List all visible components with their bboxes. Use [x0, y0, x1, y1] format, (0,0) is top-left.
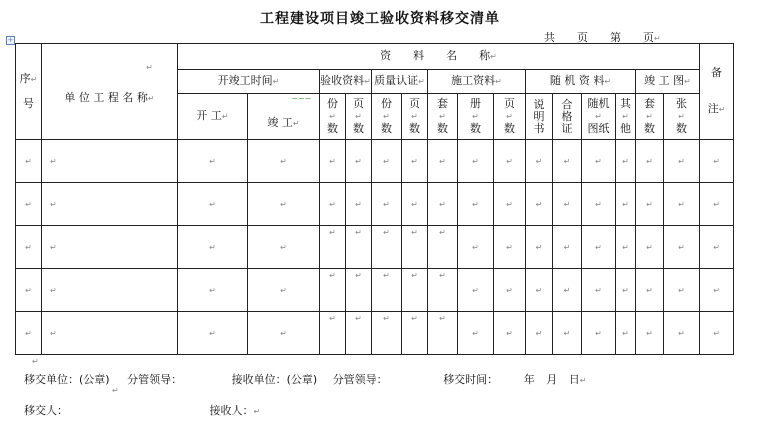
sub-acceptance-pages: 页 ↵ 数 — [346, 94, 372, 140]
handover-leader-label: 分管领导： — [127, 373, 183, 386]
receive-leader-label: 分管领导： — [332, 373, 388, 386]
table-cell[interactable]: ↵ — [320, 312, 346, 355]
table-row — [16, 269, 734, 312]
table-cell[interactable]: ↵ — [526, 269, 553, 312]
group-acceptance: 验收资料↵ — [320, 70, 372, 94]
group-start-end-time: 开竣工时间↵ — [178, 70, 320, 94]
table-cell[interactable]: ↵ — [248, 226, 320, 269]
table-cell[interactable]: ↵ — [553, 140, 582, 183]
paragraph-mark: ↵ — [654, 34, 661, 43]
table-cell[interactable]: ↵ — [16, 140, 42, 183]
table-cell[interactable]: ↵ — [178, 312, 248, 355]
footer-line-2: 移交人： 接收人：↵ — [24, 404, 261, 417]
table-cell[interactable]: ↵ — [494, 269, 526, 312]
table-cell[interactable]: ↵ — [664, 140, 700, 183]
table-cell[interactable]: ↵ — [42, 312, 178, 355]
table-cell[interactable]: ↵ — [553, 183, 582, 226]
table-cell[interactable]: ↵ — [700, 183, 734, 226]
table-cell[interactable]: ↵ — [582, 269, 616, 312]
table-cell[interactable]: ↵ — [553, 269, 582, 312]
table-cell[interactable]: ↵ — [372, 226, 402, 269]
table-cell[interactable]: ↵ — [616, 140, 636, 183]
table-cell[interactable]: ↵ — [402, 226, 428, 269]
table-cell[interactable]: ↵ — [42, 140, 178, 183]
sub-construction-pages: 页 ↵ 数 — [494, 94, 526, 140]
page-unit-1: 页 — [577, 31, 588, 44]
footer-para-mark: ↵ — [112, 386, 119, 395]
table-cell[interactable]: ↵ — [494, 226, 526, 269]
sub-manual: 说 明 书 — [526, 94, 553, 140]
table-cell[interactable]: ↵ — [178, 183, 248, 226]
table-cell[interactable]: ↵ — [582, 183, 616, 226]
table-cell[interactable]: ↵ — [664, 269, 700, 312]
table-cell[interactable]: ↵ — [458, 269, 494, 312]
table-cell[interactable]: ↵ — [458, 226, 494, 269]
footer-line-1: 移交单位：(公章) 分管领导： 接收单位：(公章) 分管领导： 移交时间： 年 月 日↵ — [24, 373, 587, 386]
handover-table — [15, 43, 734, 355]
table-cell[interactable]: ↵ — [582, 140, 616, 183]
table-cell[interactable]: ↵ — [664, 226, 700, 269]
table-cell[interactable]: ↵ — [616, 226, 636, 269]
handover-unit-label: 移交单位：(公章) — [24, 373, 110, 386]
table-cell[interactable]: ↵ — [346, 312, 372, 355]
table-cell[interactable]: ↵ — [494, 140, 526, 183]
sub-asbuilt-sheets: 张 ↵ 数 — [664, 94, 700, 140]
sub-start-work: 开 工↵ — [178, 94, 248, 140]
sub-certificate: 合 格 证 — [553, 94, 582, 140]
table-cell[interactable]: ↵ — [526, 140, 553, 183]
sub-quality-copies: 份 ↵ 数 — [372, 94, 402, 140]
table-cell[interactable]: ↵ — [526, 226, 553, 269]
page-total-label: 共 — [544, 31, 555, 44]
table-cell[interactable]: ↵ — [616, 183, 636, 226]
handover-person-label: 移交人： — [24, 404, 68, 417]
table-cell[interactable]: ↵ — [458, 183, 494, 226]
table-cell[interactable]: ↵ — [372, 312, 402, 355]
table-cell[interactable]: ↵ — [636, 183, 664, 226]
group-random: 随 机 资 料↵ — [526, 70, 636, 94]
table-cell[interactable]: ↵ — [346, 140, 372, 183]
table-cell[interactable]: ↵ — [428, 183, 458, 226]
sub-quality-pages: 页 ↵ 数 — [402, 94, 428, 140]
table-cell[interactable]: ↵ — [636, 269, 664, 312]
sub-asbuilt-sets: 套 ↵ 数 — [636, 94, 664, 140]
month-label: 月 — [546, 373, 558, 386]
table-cell[interactable]: ↵ — [16, 226, 42, 269]
table-cell[interactable]: ↵ — [42, 183, 178, 226]
table-cell[interactable]: ↵ — [320, 269, 346, 312]
group-as-built: 竣 工 图↵ — [636, 70, 700, 94]
table-cell[interactable]: ↵ — [402, 269, 428, 312]
table-cell[interactable]: ↵ — [402, 183, 428, 226]
sub-other: 其 ↵ 他 — [616, 94, 636, 140]
table-cell[interactable]: ↵ — [320, 226, 346, 269]
table-cell[interactable]: ↵ — [346, 226, 372, 269]
table-cell[interactable]: ↵ — [16, 269, 42, 312]
table-cell[interactable]: ↵ — [636, 312, 664, 355]
sub-construction-sets: 套 ↵ 数 — [428, 94, 458, 140]
table-cell[interactable]: ↵ — [402, 312, 428, 355]
table-move-handle-icon[interactable]: + — [7, 36, 14, 44]
table-cell[interactable]: ↵ — [700, 226, 734, 269]
seq-header: 序↵ 号 — [16, 44, 42, 140]
group-construction: 施工资料↵ — [428, 70, 526, 94]
table-cell[interactable]: ↵ — [42, 269, 178, 312]
table-cell[interactable]: ↵ — [346, 269, 372, 312]
table-cell[interactable]: ↵ — [553, 312, 582, 355]
table-cell[interactable]: ↵ — [372, 183, 402, 226]
sub-acceptance-copies: 份 ↵ 数 — [320, 94, 346, 140]
table-cell[interactable]: ↵ — [616, 269, 636, 312]
remark-header: 备 注↵ — [700, 44, 734, 140]
table-cell[interactable]: ↵ — [428, 312, 458, 355]
receive-unit-label: 接收单位：(公章) — [231, 373, 318, 386]
table-cell[interactable]: ↵ — [526, 183, 553, 226]
table-cell[interactable]: ↵ — [248, 269, 320, 312]
table-cell[interactable]: ↵ — [700, 269, 734, 312]
table-cell[interactable]: ↵ — [178, 140, 248, 183]
table-cell[interactable]: ↵ — [700, 140, 734, 183]
table-cell[interactable]: ↵ — [553, 226, 582, 269]
table-end-mark: ↵ — [32, 357, 39, 366]
table-cell[interactable]: ↵ — [526, 312, 553, 355]
table-cell[interactable]: ↵ — [582, 312, 616, 355]
unit-name-header: ↵ 单 位 工 程 名 称↵ — [42, 44, 178, 140]
table-cell[interactable]: ↵ — [248, 312, 320, 355]
table-cell[interactable]: ↵ — [582, 226, 616, 269]
table-cell[interactable]: ↵ — [372, 140, 402, 183]
handover-time-label: 移交时间： — [443, 373, 499, 386]
table-cell[interactable]: ↵ — [248, 183, 320, 226]
table-cell[interactable]: ↵ — [248, 140, 320, 183]
table-cell[interactable]: ↵ — [16, 312, 42, 355]
table-cell[interactable]: ↵ — [42, 226, 178, 269]
receiver-label: 接收人： — [209, 404, 254, 417]
table-cell[interactable]: ↵ — [178, 226, 248, 269]
table-cell[interactable]: ↵ — [16, 183, 42, 226]
table-cell[interactable]: ↵ — [402, 140, 428, 183]
year-label: 年 — [523, 373, 535, 386]
table-cell[interactable]: ↵ — [458, 140, 494, 183]
sub-random-drawings: 随机 ↵ 图纸 — [582, 94, 616, 140]
table-cell[interactable]: ↵ — [428, 226, 458, 269]
table-cell[interactable]: ↵ — [494, 183, 526, 226]
day-label: 日 — [568, 373, 580, 386]
table-cell[interactable]: ↵ — [616, 312, 636, 355]
data-name-group-header: 资 料 名 称↵ — [178, 44, 700, 70]
table-cell[interactable]: ↵ — [178, 269, 248, 312]
table-cell[interactable]: ↵ — [320, 140, 346, 183]
table-row — [16, 183, 734, 226]
table-cell[interactable]: ↵ — [636, 140, 664, 183]
sub-construction-volumes: 册 ↵ 数 — [458, 94, 494, 140]
table-cell[interactable]: ↵ — [636, 226, 664, 269]
table-cell[interactable]: ↵ — [428, 140, 458, 183]
table-cell[interactable]: ↵ — [664, 312, 700, 355]
page-unit-2: 页 — [643, 31, 654, 44]
sub-completion: ~~~ 竣 工↵ — [248, 94, 320, 140]
table-row — [16, 312, 734, 355]
table-cell[interactable]: ↵ — [458, 312, 494, 355]
group-quality: 质量认证↵ — [372, 70, 428, 94]
table-cell[interactable]: ↵ — [700, 312, 734, 355]
page-num-label: 第 — [610, 31, 621, 44]
table-row — [16, 140, 734, 183]
table-cell[interactable]: ↵ — [494, 312, 526, 355]
document-title: 工程建设项目竣工验收资料移交清单 — [260, 11, 500, 27]
table-row — [16, 226, 734, 269]
table-cell[interactable]: ↵ — [664, 183, 700, 226]
table-cell[interactable]: ↵ — [372, 269, 402, 312]
table-cell[interactable]: ↵ — [346, 183, 372, 226]
table-cell[interactable]: ↵ — [320, 183, 346, 226]
table-cell[interactable]: ↵ — [428, 269, 458, 312]
